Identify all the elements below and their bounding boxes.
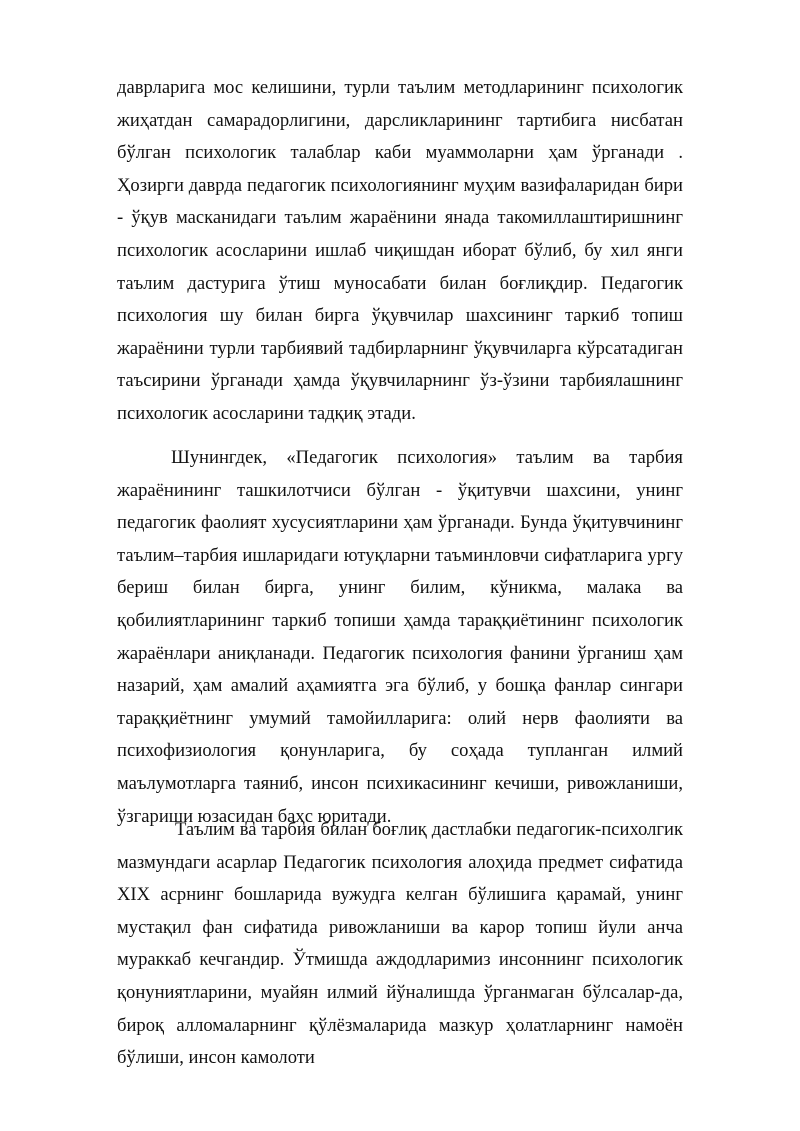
paragraph-text: Таълим ва тарбия билан боғлиқ дастлабки педагогик-психолгик мазмундаги асарлар Педагогик психология алоҳида предмет сифатида XIX асрнинг бошларида вужудга келган бўлишига қарамай, унинг мустақил фан сифатида ривожланиши ва карор топиш йули анча мураккаб кечгандир. Ўтмишда аждодларимиз инсоннинг психологик қонуниятларини, муайян илмий йўналишда ўрганмаган бўлсалар-да, бироқ алломаларнинг қўлёзмаларида мазкур ҳолатларнинг намоён бўлиши, инсон камолоти	[117, 819, 683, 1069]
body-paragraph-1	[117, 72, 683, 431]
paragraph-text: Шунингдек, «Педагогик психология» таълим ва тарбия жараёнининг ташкилотчиси бўлган - ўқитувчи шахсини, унинг педагогик фаолият хусусиятларини ҳам ўрганади. Бунда ўқитувчининг таълим–тарбия ишларидаги ютуқларни таъминловчи сифатларига ургу бериш билан бирга, унинг билим, кўникма, малака ва қобилиятларининг таркиб топиши ҳамда тараққиётининг психологик жараёнлари аниқланади. Педагогик психология фанини ўрганиш ҳам назарий, ҳам амалий аҳамиятга эга бўлиб, у бошқа фанлар сингари тараққиётнинг умумий тамойилларига: олий нерв фаолияти ва психофизиология қонунларига, бу соҳада тупланган илмий маълумотларга таяниб, инсон психикасининг кечиши, ривожланиши, ўзгариши юзасидан баҳс юритади.	[117, 447, 683, 827]
body-paragraph-2	[117, 442, 683, 833]
paragraph-text: даврларига мос келишини, турли таълим методларининг психологик жиҳатдан самарадорлигини, дарсликларининг тартибига нисбатан бўлган психологик талаблар каби муаммоларни ҳам ўрганади . Ҳозирги даврда педагогик психологиянинг муҳим вазифаларидан бири - ўқув масканидаги таълим жараёнини янада такомиллаштиришнинг психологик асосларини ишлаб чиқишдан иборат бўлиб, бу хил янги таълим дастурига ўтиш муносабати билан боғлиқдир. Педагогик психология шу билан бирга ўқувчилар шахсининг таркиб топиш жараёнини турли тарбиявий тадбирларнинг ўқувчиларга кўрсатадиган таъсирини ўрганади ҳамда ўқувчиларнинг ўз-ўзини тарбиялашнинг психологик асосларини тадқиқ этади.	[117, 77, 683, 424]
body-paragraph-3	[117, 814, 683, 1075]
